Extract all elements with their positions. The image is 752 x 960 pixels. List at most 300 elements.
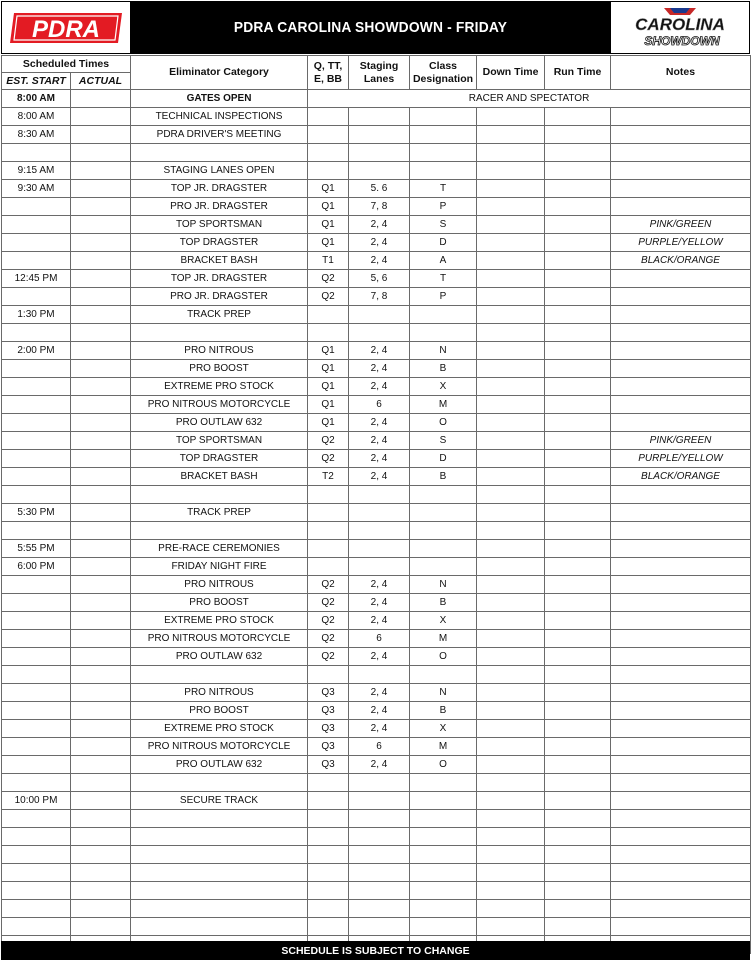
down-time-cell	[477, 558, 545, 576]
q-tt-e-bb-cell	[308, 522, 349, 540]
est-start-cell	[2, 324, 71, 342]
staging-lanes-cell	[349, 126, 410, 144]
eliminator-category-cell: PRO JR. DRAGSTER	[131, 288, 308, 306]
class-designation-cell	[410, 522, 477, 540]
down-time-cell	[477, 864, 545, 882]
est-start-cell	[2, 396, 71, 414]
est-start-cell	[2, 594, 71, 612]
table-row	[2, 882, 751, 900]
col-class-designation: Class Designation	[410, 56, 477, 90]
notes-cell	[611, 882, 751, 900]
class-designation-cell: O	[410, 648, 477, 666]
eliminator-category-cell	[131, 144, 308, 162]
eliminator-category-cell	[131, 828, 308, 846]
down-time-cell	[477, 108, 545, 126]
q-tt-e-bb-cell	[308, 108, 349, 126]
class-designation-cell: X	[410, 378, 477, 396]
down-time-cell	[477, 468, 545, 486]
staging-lanes-cell	[349, 486, 410, 504]
eliminator-category-cell: GATES OPEN	[131, 90, 308, 108]
actual-cell	[71, 612, 131, 630]
q-tt-e-bb-cell: Q2	[308, 630, 349, 648]
q-tt-e-bb-cell: Q2	[308, 432, 349, 450]
eliminator-category-cell: TOP DRAGSTER	[131, 234, 308, 252]
run-time-cell	[545, 612, 611, 630]
est-start-cell	[2, 144, 71, 162]
run-time-cell	[545, 432, 611, 450]
class-designation-cell	[410, 540, 477, 558]
table-row	[2, 630, 751, 648]
run-time-cell	[545, 396, 611, 414]
staging-lanes-cell	[349, 144, 410, 162]
staging-lanes-cell	[349, 306, 410, 324]
run-time-cell	[545, 558, 611, 576]
actual-cell	[71, 198, 131, 216]
est-start-cell	[2, 486, 71, 504]
table-row	[2, 126, 751, 144]
down-time-cell	[477, 396, 545, 414]
down-time-cell	[477, 702, 545, 720]
eliminator-category-cell	[131, 522, 308, 540]
down-time-cell	[477, 738, 545, 756]
staging-lanes-cell	[349, 522, 410, 540]
pdra-logo-text: PDRA	[31, 15, 101, 43]
down-time-cell	[477, 378, 545, 396]
actual-cell	[71, 144, 131, 162]
down-time-cell	[477, 324, 545, 342]
notes-cell	[611, 864, 751, 882]
eliminator-category-cell: PRO NITROUS MOTORCYCLE	[131, 396, 308, 414]
actual-cell	[71, 558, 131, 576]
staging-lanes-cell: 2, 4	[349, 594, 410, 612]
est-start-cell	[2, 702, 71, 720]
table-row	[2, 774, 751, 792]
col-notes: Notes	[611, 56, 751, 90]
down-time-cell	[477, 612, 545, 630]
run-time-cell	[545, 882, 611, 900]
run-time-cell	[545, 810, 611, 828]
eliminator-category-cell: PRE-RACE CEREMONIES	[131, 540, 308, 558]
notes-cell	[611, 378, 751, 396]
run-time-cell	[545, 306, 611, 324]
table-row	[2, 846, 751, 864]
notes-cell	[611, 198, 751, 216]
run-time-cell	[545, 720, 611, 738]
run-time-cell	[545, 774, 611, 792]
eliminator-category-cell: PRO NITROUS MOTORCYCLE	[131, 738, 308, 756]
eliminator-category-cell: PRO NITROUS MOTORCYCLE	[131, 630, 308, 648]
col-est-start: EST. START	[2, 73, 71, 90]
down-time-cell	[477, 234, 545, 252]
notes-cell: PINK/GREEN	[611, 216, 751, 234]
run-time-cell	[545, 540, 611, 558]
q-tt-e-bb-cell: Q1	[308, 360, 349, 378]
actual-cell	[71, 828, 131, 846]
notes-cell	[611, 846, 751, 864]
q-tt-e-bb-cell: Q2	[308, 594, 349, 612]
table-row	[2, 900, 751, 918]
staging-lanes-cell	[349, 558, 410, 576]
down-time-cell	[477, 126, 545, 144]
staging-lanes-cell	[349, 504, 410, 522]
table-row	[2, 558, 751, 576]
class-designation-cell: N	[410, 342, 477, 360]
class-designation-cell	[410, 882, 477, 900]
notes-cell	[611, 576, 751, 594]
table-row	[2, 342, 751, 360]
notes-cell	[611, 648, 751, 666]
class-designation-cell	[410, 126, 477, 144]
staging-lanes-cell	[349, 324, 410, 342]
staging-lanes-cell: 2, 4	[349, 342, 410, 360]
actual-cell	[71, 324, 131, 342]
q-tt-e-bb-cell: Q3	[308, 738, 349, 756]
down-time-cell	[477, 306, 545, 324]
down-time-cell	[477, 522, 545, 540]
actual-cell	[71, 702, 131, 720]
table-row	[2, 684, 751, 702]
q-tt-e-bb-cell	[308, 144, 349, 162]
q-tt-e-bb-cell: Q2	[308, 450, 349, 468]
run-time-cell	[545, 792, 611, 810]
run-time-cell	[545, 504, 611, 522]
notes-cell	[611, 684, 751, 702]
est-start-cell	[2, 810, 71, 828]
est-start-cell	[2, 864, 71, 882]
run-time-cell	[545, 666, 611, 684]
staging-lanes-cell: 2, 4	[349, 414, 410, 432]
eliminator-category-cell: PRO JR. DRAGSTER	[131, 198, 308, 216]
eliminator-category-cell: TOP SPORTSMAN	[131, 216, 308, 234]
pdra-logo-icon	[8, 10, 124, 46]
est-start-cell	[2, 630, 71, 648]
table-row	[2, 90, 751, 108]
staging-lanes-cell: 7, 8	[349, 198, 410, 216]
table-row	[2, 450, 751, 468]
table-row	[2, 648, 751, 666]
staging-lanes-cell: 2, 4	[349, 684, 410, 702]
q-tt-e-bb-cell	[308, 162, 349, 180]
eliminator-category-cell: TOP JR. DRAGSTER	[131, 270, 308, 288]
est-start-cell	[2, 666, 71, 684]
actual-cell	[71, 540, 131, 558]
col-scheduled-times: Scheduled Times	[2, 56, 131, 73]
notes-cell	[611, 720, 751, 738]
q-tt-e-bb-cell	[308, 540, 349, 558]
eliminator-category-cell: PRO NITROUS	[131, 684, 308, 702]
table-row	[2, 540, 751, 558]
down-time-cell	[477, 774, 545, 792]
eliminator-category-cell: FRIDAY NIGHT FIRE	[131, 558, 308, 576]
est-start-cell	[2, 468, 71, 486]
q-tt-e-bb-cell: Q3	[308, 702, 349, 720]
notes-cell	[611, 414, 751, 432]
down-time-cell	[477, 342, 545, 360]
eliminator-category-cell: PRO BOOST	[131, 702, 308, 720]
notes-cell	[611, 666, 751, 684]
q-tt-e-bb-cell	[308, 792, 349, 810]
est-start-cell	[2, 576, 71, 594]
staging-lanes-cell: 2, 4	[349, 378, 410, 396]
class-designation-cell: M	[410, 738, 477, 756]
class-designation-cell	[410, 324, 477, 342]
down-time-cell	[477, 252, 545, 270]
staging-lanes-cell: 2, 4	[349, 720, 410, 738]
eliminator-category-cell: BRACKET BASH	[131, 252, 308, 270]
est-start-cell	[2, 684, 71, 702]
table-row	[2, 828, 751, 846]
table-row	[2, 576, 751, 594]
est-start-cell	[2, 252, 71, 270]
run-time-cell	[545, 414, 611, 432]
eliminator-category-cell	[131, 774, 308, 792]
eliminator-category-cell: PRO BOOST	[131, 594, 308, 612]
notes-cell: PINK/GREEN	[611, 432, 751, 450]
notes-cell	[611, 900, 751, 918]
table-row	[2, 486, 751, 504]
actual-cell	[71, 576, 131, 594]
class-designation-cell: S	[410, 432, 477, 450]
eliminator-category-cell: TOP SPORTSMAN	[131, 432, 308, 450]
actual-cell	[71, 738, 131, 756]
notes-cell: BLACK/ORANGE	[611, 468, 751, 486]
est-start-cell	[2, 882, 71, 900]
q-tt-e-bb-cell	[308, 828, 349, 846]
actual-cell	[71, 648, 131, 666]
table-row	[2, 270, 751, 288]
staging-lanes-cell	[349, 864, 410, 882]
notes-cell	[611, 774, 751, 792]
q-tt-e-bb-cell: T1	[308, 252, 349, 270]
est-start-cell: 10:00 PM	[2, 792, 71, 810]
actual-cell	[71, 450, 131, 468]
table-row	[2, 306, 751, 324]
notes-cell	[611, 504, 751, 522]
q-tt-e-bb-cell	[308, 558, 349, 576]
class-designation-cell	[410, 666, 477, 684]
staging-lanes-cell: 2, 4	[349, 756, 410, 774]
schedule-page	[1, 1, 750, 958]
table-row	[2, 180, 751, 198]
q-tt-e-bb-cell: Q1	[308, 396, 349, 414]
est-start-cell	[2, 846, 71, 864]
eliminator-category-cell: TECHNICAL INSPECTIONS	[131, 108, 308, 126]
run-time-cell	[545, 702, 611, 720]
actual-cell	[71, 810, 131, 828]
q-tt-e-bb-cell: Q3	[308, 756, 349, 774]
staging-lanes-cell	[349, 108, 410, 126]
class-designation-cell: B	[410, 702, 477, 720]
class-designation-cell	[410, 558, 477, 576]
actual-cell	[71, 432, 131, 450]
notes-cell	[611, 756, 751, 774]
actual-cell	[71, 522, 131, 540]
table-row	[2, 864, 751, 882]
q-tt-e-bb-cell: Q2	[308, 648, 349, 666]
class-designation-cell	[410, 900, 477, 918]
run-time-cell	[545, 216, 611, 234]
table-row	[2, 612, 751, 630]
down-time-cell	[477, 900, 545, 918]
class-designation-cell: A	[410, 252, 477, 270]
eliminator-category-cell: SECURE TRACK	[131, 792, 308, 810]
table-row	[2, 144, 751, 162]
run-time-cell	[545, 828, 611, 846]
down-time-cell	[477, 540, 545, 558]
q-tt-e-bb-cell: Q1	[308, 414, 349, 432]
actual-cell	[71, 306, 131, 324]
run-time-cell	[545, 864, 611, 882]
est-start-cell	[2, 216, 71, 234]
run-time-cell	[545, 756, 611, 774]
q-tt-e-bb-cell: Q2	[308, 576, 349, 594]
est-start-cell	[2, 756, 71, 774]
down-time-cell	[477, 288, 545, 306]
est-start-cell	[2, 738, 71, 756]
down-time-cell	[477, 666, 545, 684]
q-tt-e-bb-cell	[308, 882, 349, 900]
run-time-cell	[545, 180, 611, 198]
table-row	[2, 720, 751, 738]
class-designation-cell	[410, 774, 477, 792]
pdra-logo	[2, 2, 130, 53]
class-designation-cell: O	[410, 414, 477, 432]
notes-cell	[611, 522, 751, 540]
col-staging-lanes: Staging Lanes	[349, 56, 410, 90]
class-designation-cell	[410, 486, 477, 504]
actual-cell	[71, 918, 131, 936]
notes-cell	[611, 108, 751, 126]
est-start-cell	[2, 414, 71, 432]
notes-cell: PURPLE/YELLOW	[611, 234, 751, 252]
class-designation-cell: M	[410, 396, 477, 414]
table-row	[2, 360, 751, 378]
staging-lanes-cell: 2, 4	[349, 468, 410, 486]
notes-cell	[611, 396, 751, 414]
notes-cell	[611, 360, 751, 378]
q-tt-e-bb-cell: Q1	[308, 342, 349, 360]
down-time-cell	[477, 846, 545, 864]
down-time-cell	[477, 450, 545, 468]
class-designation-cell: T	[410, 180, 477, 198]
col-actual: ACTUAL	[71, 73, 131, 90]
table-row	[2, 504, 751, 522]
est-start-cell: 1:30 PM	[2, 306, 71, 324]
class-designation-cell: D	[410, 450, 477, 468]
est-start-cell: 2:00 PM	[2, 342, 71, 360]
staging-lanes-cell: 2, 4	[349, 252, 410, 270]
table-row	[2, 414, 751, 432]
q-tt-e-bb-cell	[308, 126, 349, 144]
run-time-cell	[545, 270, 611, 288]
notes-cell: RACER AND SPECTATOR	[308, 90, 751, 108]
eliminator-category-cell: EXTREME PRO STOCK	[131, 612, 308, 630]
eliminator-category-cell: PRO OUTLAW 632	[131, 414, 308, 432]
actual-cell	[71, 666, 131, 684]
class-designation-cell	[410, 504, 477, 522]
table-row	[2, 234, 751, 252]
class-designation-cell: T	[410, 270, 477, 288]
q-tt-e-bb-cell	[308, 504, 349, 522]
down-time-cell	[477, 576, 545, 594]
staging-lanes-cell: 2, 4	[349, 648, 410, 666]
run-time-cell	[545, 738, 611, 756]
logo-text-carolina: CAROLINA	[635, 14, 725, 34]
class-designation-cell: P	[410, 198, 477, 216]
down-time-cell	[477, 882, 545, 900]
notes-cell	[611, 540, 751, 558]
actual-cell	[71, 126, 131, 144]
est-start-cell	[2, 828, 71, 846]
run-time-cell	[545, 648, 611, 666]
actual-cell	[71, 216, 131, 234]
est-start-cell: 9:30 AM	[2, 180, 71, 198]
actual-cell	[71, 720, 131, 738]
q-tt-e-bb-cell	[308, 918, 349, 936]
table-row	[2, 288, 751, 306]
down-time-cell	[477, 270, 545, 288]
class-designation-cell	[410, 918, 477, 936]
actual-cell	[71, 684, 131, 702]
eliminator-category-cell	[131, 810, 308, 828]
table-row	[2, 666, 751, 684]
eliminator-category-cell: PRO NITROUS	[131, 576, 308, 594]
actual-cell	[71, 846, 131, 864]
notes-cell	[611, 612, 751, 630]
est-start-cell: 5:55 PM	[2, 540, 71, 558]
run-time-cell	[545, 468, 611, 486]
class-designation-cell: P	[410, 288, 477, 306]
col-down-time: Down Time	[477, 56, 545, 90]
header-bar	[1, 1, 750, 54]
est-start-cell	[2, 234, 71, 252]
eliminator-category-cell: PDRA DRIVER'S MEETING	[131, 126, 308, 144]
class-designation-cell	[410, 828, 477, 846]
staging-lanes-cell	[349, 882, 410, 900]
actual-cell	[71, 468, 131, 486]
class-designation-cell: B	[410, 594, 477, 612]
schedule-rows	[2, 90, 751, 954]
eliminator-category-cell	[131, 666, 308, 684]
table-row	[2, 216, 751, 234]
table-row	[2, 378, 751, 396]
est-start-cell	[2, 378, 71, 396]
run-time-cell	[545, 108, 611, 126]
est-start-cell	[2, 900, 71, 918]
run-time-cell	[545, 918, 611, 936]
notes-cell	[611, 162, 751, 180]
q-tt-e-bb-cell	[308, 810, 349, 828]
run-time-cell	[545, 576, 611, 594]
q-tt-e-bb-cell: Q2	[308, 612, 349, 630]
eliminator-category-cell: STAGING LANES OPEN	[131, 162, 308, 180]
down-time-cell	[477, 792, 545, 810]
staging-lanes-cell	[349, 810, 410, 828]
run-time-cell	[545, 288, 611, 306]
actual-cell	[71, 396, 131, 414]
notes-cell	[611, 270, 751, 288]
staging-lanes-cell: 2, 4	[349, 234, 410, 252]
actual-cell	[71, 756, 131, 774]
table-row	[2, 738, 751, 756]
staging-lanes-cell	[349, 774, 410, 792]
actual-cell	[71, 180, 131, 198]
down-time-cell	[477, 594, 545, 612]
run-time-cell	[545, 378, 611, 396]
est-start-cell	[2, 720, 71, 738]
table-row	[2, 702, 751, 720]
q-tt-e-bb-cell: Q3	[308, 684, 349, 702]
